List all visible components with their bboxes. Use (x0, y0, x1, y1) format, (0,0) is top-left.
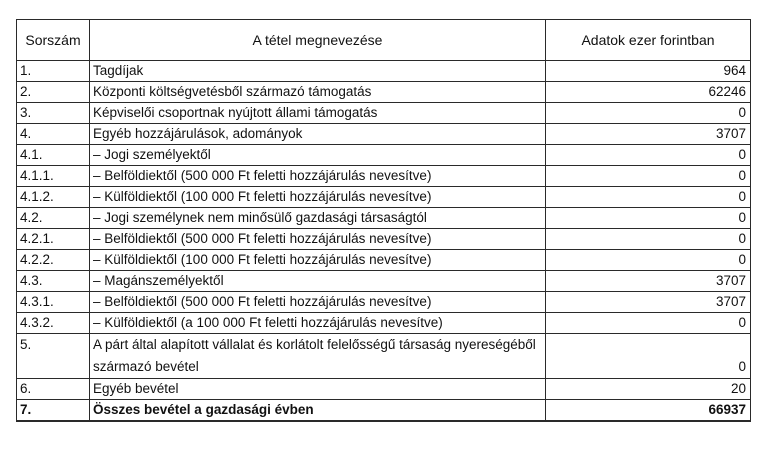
row-value: 0 (546, 166, 751, 187)
table-row (17, 250, 751, 271)
row-value: 3707 (546, 292, 751, 313)
table-row (17, 187, 751, 208)
table-row (17, 271, 751, 292)
header-value: Adatok ezer forintban (546, 20, 751, 61)
row-name: – Belföldiektől (500 000 Ft feletti hozzájárulás nevesítve) (90, 166, 546, 187)
row-code: 3. (17, 103, 90, 124)
row-name: – Jogi személyektől (90, 145, 546, 166)
row-name: Egyéb hozzájárulások, adományok (90, 124, 546, 145)
table-row (17, 124, 751, 145)
header-name: A tétel megnevezése (90, 20, 546, 61)
table-header-row (17, 20, 751, 61)
row-code: 6. (17, 379, 90, 400)
income-table (16, 19, 751, 422)
header-code: Sorszám (17, 20, 90, 61)
row-value: 62246 (546, 82, 751, 103)
row-value: 0 (546, 208, 751, 229)
row-value: 20 (546, 379, 751, 400)
row-value: 0 (546, 145, 751, 166)
row-value: 0 (546, 313, 751, 334)
table-row (17, 208, 751, 229)
table-row (17, 166, 751, 187)
table-row (17, 145, 751, 166)
row-value: 66937 (546, 400, 751, 422)
row-name: Összes bevétel a gazdasági évben (90, 400, 546, 422)
row-name: – Külföldiektől (a 100 000 Ft feletti hozzájárulás nevesítve) (90, 313, 546, 334)
row-name: Egyéb bevétel (90, 379, 546, 400)
row-code: 4.1. (17, 145, 90, 166)
row-code: 4.3. (17, 271, 90, 292)
row-name: – Külföldiektől (100 000 Ft feletti hozzájárulás nevesítve) (90, 250, 546, 271)
table-row (17, 103, 751, 124)
row-code: 2. (17, 82, 90, 103)
row-value: 0 (546, 334, 751, 379)
row-value: 0 (546, 103, 751, 124)
row-value: 0 (546, 229, 751, 250)
row-code: 4.2.1. (17, 229, 90, 250)
row-code: 4. (17, 124, 90, 145)
income-report-sheet (16, 19, 750, 422)
row-name: – Belföldiektől (500 000 Ft feletti hozzájárulás nevesítve) (90, 292, 546, 313)
row-code: 5. (17, 334, 90, 379)
row-name: – Jogi személynek nem minősülő gazdasági társaságtól (90, 208, 546, 229)
row-value: 0 (546, 250, 751, 271)
row-code: 4.3.1. (17, 292, 90, 313)
row-code: 1. (17, 61, 90, 82)
row-code: 4.3.2. (17, 313, 90, 334)
table-row (17, 82, 751, 103)
row-value: 3707 (546, 271, 751, 292)
table-row (17, 292, 751, 313)
row-code: 4.1.2. (17, 187, 90, 208)
row-code: 4.1.1. (17, 166, 90, 187)
row-code: 7. (17, 400, 90, 422)
row-value: 0 (546, 187, 751, 208)
table-row (17, 379, 751, 400)
row-name: Képviselői csoportnak nyújtott állami támogatás (90, 103, 546, 124)
row-name: – Belföldiektől (500 000 Ft feletti hozzájárulás nevesítve) (90, 229, 546, 250)
table-row (17, 229, 751, 250)
row-name: A párt által alapított vállalat és korlátolt felelősségű társaság nyereségéből származó bevétel (90, 334, 546, 379)
row-name: – Magánszemélyektől (90, 271, 546, 292)
table-row (17, 334, 751, 379)
row-value: 964 (546, 61, 751, 82)
table-row (17, 313, 751, 334)
table-row (17, 61, 751, 82)
row-name: Tagdíjak (90, 61, 546, 82)
row-name: Központi költségvetésből származó támogatás (90, 82, 546, 103)
table-row-total (17, 400, 751, 422)
row-value: 3707 (546, 124, 751, 145)
row-code: 4.2. (17, 208, 90, 229)
row-code: 4.2.2. (17, 250, 90, 271)
row-name: – Külföldiektől (100 000 Ft feletti hozzájárulás nevesítve) (90, 187, 546, 208)
